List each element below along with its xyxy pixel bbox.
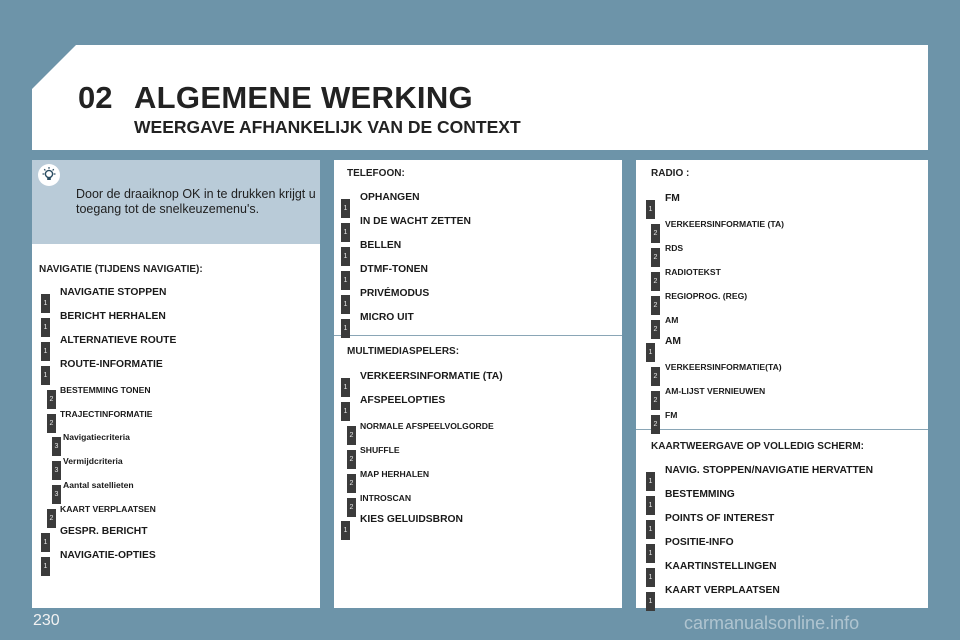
level-badge: 1 xyxy=(341,378,350,397)
menu-item: KAARTINSTELLINGEN xyxy=(665,560,777,572)
level-badge: 1 xyxy=(41,557,50,576)
level-badge: 2 xyxy=(347,426,356,445)
level-badge: 2 xyxy=(651,272,660,291)
menu-item: VERKEERSINFORMATIE(TA) xyxy=(665,362,782,373)
level-badge: 2 xyxy=(651,391,660,410)
menu-item: AM xyxy=(665,314,679,325)
menu-item: POSITIE-INFO xyxy=(665,536,734,548)
menu-item: Vermijdcriteria xyxy=(63,456,123,467)
menu-item: POINTS OF INTEREST xyxy=(665,512,775,524)
menu-item: AM xyxy=(665,336,682,348)
level-badge: 1 xyxy=(341,521,350,540)
level-badge: 1 xyxy=(646,200,655,219)
menu-item: BESTEMMING xyxy=(665,488,735,500)
level-badge: 2 xyxy=(47,509,56,528)
middle-divider xyxy=(334,335,622,336)
menu-item: OPHANGEN xyxy=(360,192,420,203)
menu-item: FM xyxy=(665,193,680,204)
tip-text: Door de draaiknop OK in te drukken krijgt u toegang tot de snelkeuzemenu's. xyxy=(76,187,316,216)
menu-item: VERKEERSINFORMATIE (TA) xyxy=(360,371,503,382)
menu-item: RADIOTEKST xyxy=(665,266,721,277)
menu-item: NORMALE AFSPEELVOLGORDE xyxy=(360,420,494,431)
menu-item: SHUFFLE xyxy=(360,444,400,455)
level-badge: 2 xyxy=(651,224,660,243)
level-badge: 2 xyxy=(47,390,56,409)
menu-item: AFSPEELOPTIES xyxy=(360,394,446,406)
level-badge: 1 xyxy=(41,366,50,385)
menu-item: GESPR. BERICHT xyxy=(60,526,148,537)
level-badge: 1 xyxy=(341,199,350,218)
page-number: 230 xyxy=(33,612,60,629)
level-badge: 2 xyxy=(651,320,660,339)
level-badge: 2 xyxy=(347,474,356,493)
lightbulb-icon xyxy=(38,164,60,186)
menu-item: INTROSCAN xyxy=(360,492,412,503)
menu-item: BESTEMMING TONEN xyxy=(60,384,151,395)
menu-item: KAART VERPLAATSEN xyxy=(665,584,780,596)
menu-item: MAP HERHALEN xyxy=(360,468,430,479)
level-badge: 1 xyxy=(341,223,350,242)
chapter-number: 02 xyxy=(78,80,113,115)
map-heading: KAARTWEERGAVE OP VOLLEDIG SCHERM: xyxy=(651,441,864,452)
middle-panel xyxy=(334,160,622,608)
menu-item: Navigatiecriteria xyxy=(63,432,130,443)
level-badge: 1 xyxy=(646,496,655,515)
menu-item: KAART VERPLAATSEN xyxy=(60,504,156,515)
level-badge: 1 xyxy=(41,294,50,313)
menu-item: FM xyxy=(665,410,678,421)
right-divider xyxy=(636,429,928,430)
multimedia-heading: MULTIMEDIASPELERS: xyxy=(347,346,460,357)
menu-item: AM-LIJST VERNIEUWEN xyxy=(665,386,766,397)
level-badge: 1 xyxy=(646,343,655,362)
navigation-heading: NAVIGATIE (TIJDENS NAVIGATIE): xyxy=(39,264,203,275)
level-badge: 2 xyxy=(347,450,356,469)
radio-heading: RADIO : xyxy=(651,168,690,179)
menu-item: DTMF-TONEN xyxy=(360,263,428,275)
telephone-heading: TELEFOON: xyxy=(347,168,405,179)
menu-item: KIES GELUIDSBRON xyxy=(360,514,463,526)
level-badge: 1 xyxy=(41,533,50,552)
menu-item: VERKEERSINFORMATIE (TA) xyxy=(665,218,785,229)
level-badge: 1 xyxy=(646,544,655,563)
menu-item: Aantal satellieten xyxy=(63,480,134,491)
menu-item: PRIVÉMODUS xyxy=(360,287,430,299)
menu-item: NAVIG. STOPPEN/NAVIGATIE HERVATTEN xyxy=(665,465,874,476)
menu-item: NAVIGATIE STOPPEN xyxy=(60,287,167,298)
menu-item: REGIOPROG. (REG) xyxy=(665,290,748,301)
level-badge: 1 xyxy=(646,592,655,611)
menu-item: NAVIGATIE-OPTIES xyxy=(60,549,156,561)
level-badge: 3 xyxy=(52,437,61,456)
level-badge: 1 xyxy=(646,472,655,491)
menu-item: TRAJECTINFORMATIE xyxy=(60,408,153,419)
menu-item: ALTERNATIEVE ROUTE xyxy=(60,334,177,346)
menu-item: MICRO UIT xyxy=(360,311,414,323)
menu-item: IN DE WACHT ZETTEN xyxy=(360,215,471,227)
level-badge: 2 xyxy=(651,415,660,434)
level-badge: 2 xyxy=(651,248,660,267)
page-title: ALGEMENE WERKING xyxy=(134,80,473,115)
level-badge: 2 xyxy=(347,498,356,517)
menu-item: BERICHT HERHALEN xyxy=(60,310,166,322)
level-badge: 1 xyxy=(341,402,350,421)
level-badge: 1 xyxy=(341,247,350,266)
level-badge: 1 xyxy=(646,520,655,539)
menu-item: BELLEN xyxy=(360,239,402,251)
level-badge: 1 xyxy=(341,295,350,314)
menu-item: RDS xyxy=(665,242,684,253)
level-badge: 2 xyxy=(651,296,660,315)
level-badge: 2 xyxy=(651,367,660,386)
watermark: carmanualsonline.info xyxy=(684,613,860,633)
level-badge: 1 xyxy=(41,318,50,337)
level-badge: 2 xyxy=(47,414,56,433)
level-badge: 1 xyxy=(341,319,350,338)
level-badge: 1 xyxy=(41,342,50,361)
level-badge: 3 xyxy=(52,461,61,480)
menu-item: ROUTE-INFORMATIE xyxy=(60,358,163,370)
level-badge: 1 xyxy=(341,271,350,290)
level-badge: 1 xyxy=(646,568,655,587)
level-badge: 3 xyxy=(52,485,61,504)
page-subtitle: WEERGAVE AFHANKELIJK VAN DE CONTEXT xyxy=(134,117,521,137)
